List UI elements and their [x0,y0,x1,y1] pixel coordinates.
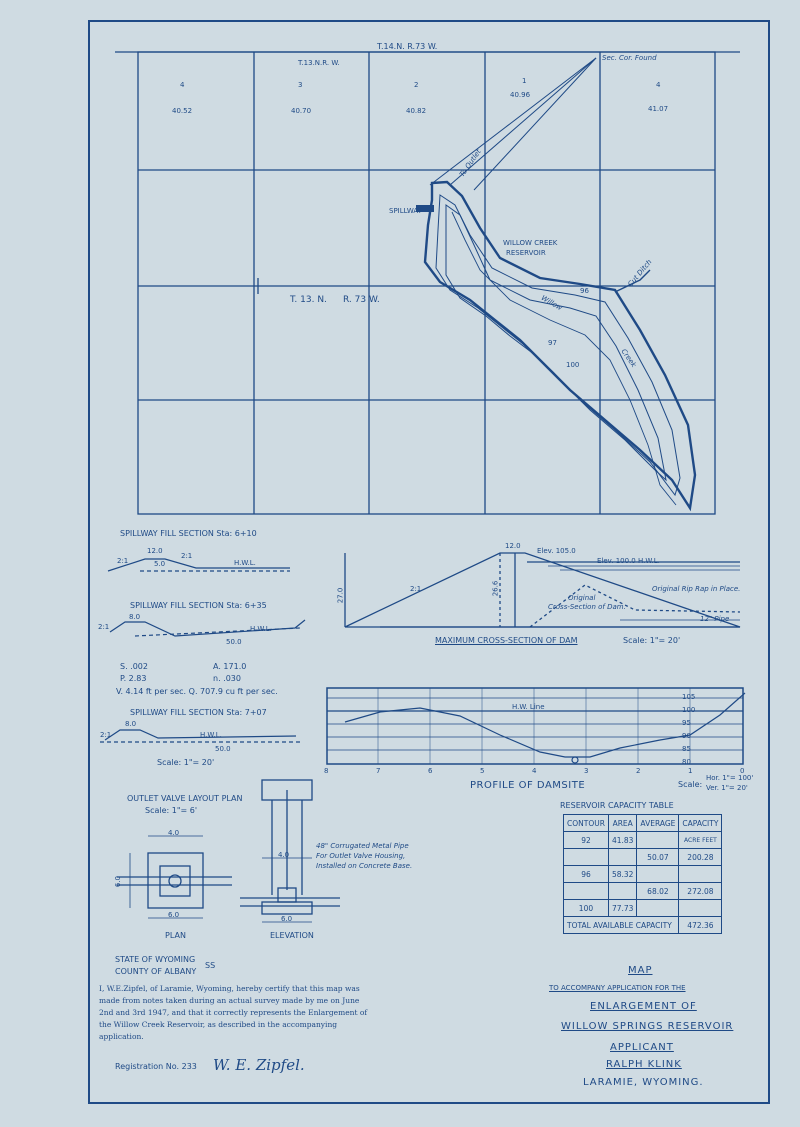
table-total-row [564,917,722,934]
valve-note: For Outlet Valve Housing, [316,852,406,860]
title-line-2: TO ACCOMPANY APPLICATION FOR THE [549,984,686,992]
table-header: CONTOUR [564,815,609,832]
spillway-1-title: SPILLWAY FILL SECTION Sta: 6+10 [120,529,257,538]
section-acres: 40.52 [172,107,193,115]
table-header-row [564,815,722,832]
table-cell [679,866,722,883]
table-cell: 68.02 [637,883,679,900]
spillway-section-2 [110,620,305,636]
range-label: R. 73 W. [343,295,380,305]
profile-title: PROFILE OF DAMSITE [470,780,586,791]
table-row [564,900,722,917]
reservoir-outline [425,182,695,508]
dam-riprap-note: Original Rip Rap in Place. [652,585,741,593]
spillway-3-top: 8.0 [125,720,137,728]
reservoir-label: RESERVOIR [506,249,546,257]
spillway-2-width: 50.0 [226,638,242,646]
table-header [679,815,722,832]
title-line-1: MAP [628,965,653,976]
cert-ss: SS [205,961,216,970]
valve-title: OUTLET VALVE LAYOUT PLAN [127,794,243,803]
corner-label: Sec. Cor. Found [602,54,657,62]
profile-x-tick: 5 [480,767,485,775]
dam-title: MAXIMUM CROSS-SECTION OF DAM [435,636,578,645]
table-cell: 41.83 [608,832,636,849]
valve-note: 48" Corrugated Metal Pipe [316,842,409,850]
valve-elevation [240,780,340,922]
title-line-5: APPLICANT [610,1042,674,1053]
valve-plan-bottom: 6.0 [168,911,180,919]
valve-note: Installed on Concrete Base. [316,862,413,870]
title-line-7: LARAMIE, WYOMING. [583,1077,704,1088]
reservoir-label: WILLOW CREEK [503,239,558,247]
spillway-1-slope: 2:1 [117,557,129,565]
contour-label: 97 [548,339,557,347]
section-acres: 40.82 [406,107,427,115]
profile-x-tick: 0 [740,767,745,775]
outlet-note: To Outlet [458,147,483,179]
total-label: TOTAL AVAILABLE CAPACITY [564,917,679,934]
hydraulic-value: A. 171.0 [213,662,247,671]
gate-label: Cut Ditch [626,258,654,289]
section-acres: 41.07 [648,105,669,113]
dam-original-note: Original [568,594,596,602]
table-cell [564,849,609,866]
dam-scale: Scale: 1"= 20' [623,636,681,645]
hydraulic-value: P. 2.83 [120,674,147,683]
dam-original-note: Cross-Section of Dam. [548,603,626,611]
signature: W. E. Zipfel. [213,1056,305,1074]
table-header: CAPACITY [682,818,719,828]
table-cell: 200.28 [679,849,722,866]
profile-scale-hor: Hor. 1"= 100' [706,774,754,782]
spillway-1-depth: 5.0 [154,560,166,568]
section-acres: 40.96 [510,91,531,99]
valve-elev-label: ELEVATION [270,931,314,940]
profile-scale-label: Scale: [678,780,703,789]
profile-x-tick: 3 [584,767,589,775]
section-number: 3 [298,81,303,89]
dam-slope: 2:1 [410,585,422,593]
valve-scale: Scale: 1"= 6' [145,806,198,815]
cert-text: I, W.E.Zipfel, of Laramie, Wyoming, hereby certify that this map was made from notes taken during an actual survey made by me on June 2nd and 3rd 1947, and that it correctly represents the Enlargement of the Willow Creek Reservoir, as described in the accompanying application. [99,984,368,1041]
valve-plan-label: PLAN [165,931,186,940]
spillway-3-width: 50.0 [215,745,231,753]
cert-county: COUNTY OF ALBANY [115,967,197,976]
dam-height: 27.0 [336,587,345,604]
valve-plan-side: 6.0 [114,875,123,888]
spillway-3-slope: 2:1 [100,731,112,739]
upper-township-label: T.13.N.R. W. [298,59,340,67]
table-cell [637,900,679,917]
profile-x-tick: 1 [688,767,693,775]
valve-elev-mid: 4.0 [278,851,290,859]
table-header: AREA [608,815,636,832]
section-grid [115,52,740,514]
title-line-4: WILLOW SPRINGS RESERVOIR [561,1021,734,1032]
capacity-table [563,814,722,934]
table-cell: 77.73 [608,900,636,917]
dam-pipe-note: 12" Pipe [700,615,730,623]
spillway-2-title: SPILLWAY FILL SECTION Sta: 6+35 [130,601,267,610]
spillway-2-hwl: H.W.L. [250,625,272,633]
spillway-scale: Scale: 1"= 20' [157,758,215,767]
title-line-6: RALPH KLINK [606,1059,682,1070]
profile-y-tick: 80 [682,758,691,766]
table-row [564,849,722,866]
creek-label: Creek [619,347,638,369]
section-number: 2 [414,81,419,89]
cert-state: STATE OF WYOMING [115,955,196,964]
table-cell [637,832,679,849]
table-unit: ACRE FEET [679,832,722,849]
profile-x-tick: 7 [376,767,381,775]
capacity-table-title: RESERVOIR CAPACITY TABLE [560,801,674,810]
spillway-1-top: 12.0 [147,547,163,555]
table-cell [608,883,636,900]
total-value: 472.36 [679,917,722,934]
township-label: T. 13. N. [290,295,327,305]
section-number: 4 [656,81,661,89]
profile-y-tick: 90 [682,732,691,740]
creek-label: Willow [539,293,564,313]
spillway-label: SPILLWAY [389,207,422,215]
table-row [564,866,722,883]
valve-plan [114,836,232,918]
section-number: 4 [180,81,185,89]
profile-scale-ver: Ver. 1"= 20' [706,784,748,792]
profile-y-tick: 105 [682,693,696,701]
table-header: AVERAGE [637,815,679,832]
table-cell [679,900,722,917]
profile-x-tick: 4 [532,767,537,775]
profile-hwl-label: H.W. Line [512,703,545,711]
profile-y-tick: 85 [682,745,691,753]
section-acres: 40.70 [291,107,312,115]
profile-x-tick: 2 [636,767,641,775]
section-number: 1 [522,77,527,85]
spillway-3-title: SPILLWAY FILL SECTION Sta: 7+07 [130,708,267,717]
spillway-1-slope: 2:1 [181,552,193,560]
spillway-2-slope: 2:1 [98,623,110,631]
table-cell [637,866,679,883]
spillway-2-top: 8.0 [129,613,141,621]
table-cell: 92 [564,832,609,849]
table-cell: 100 [564,900,609,917]
table-cell: 58.32 [608,866,636,883]
table-cell: 272.08 [679,883,722,900]
dam-elevation: Elev. 105.0 [537,547,576,555]
hydraulic-value: V. 4.14 ft per sec. Q. 707.9 cu ft per sec. [116,687,278,696]
profile-x-tick: 8 [324,767,329,775]
spillway-section-1 [108,559,290,571]
top-township-label: T.14.N. R.73 W. [377,42,438,51]
table-cell [608,849,636,866]
table-row [564,883,722,900]
hydraulic-value: n. .030 [213,674,241,683]
profile-y-tick: 95 [682,719,691,727]
dam-top-width: 12.0 [505,542,521,550]
table-cell [564,883,609,900]
spillway-1-hwl: H.W.L. [234,559,256,567]
title-line-3: ENLARGEMENT OF [590,1001,697,1012]
dam-hwl: Elev. 100.0 H.W.L. [597,557,660,565]
dam-inner-height: 26.6 [491,580,500,597]
hydraulic-value: S. .002 [120,662,148,671]
profile-x-tick: 6 [428,767,433,775]
contour-label: 96 [580,287,589,295]
table-row [564,832,722,849]
profile-y-tick: 100 [682,706,696,714]
spillway-3-hwl: H.W.L. [200,731,222,739]
valve-plan-top: 4.0 [168,829,180,837]
valve-elev-bottom: 6.0 [281,915,293,923]
table-cell: 50.07 [637,849,679,866]
contour-label: 100 [566,361,580,369]
table-cell: 96 [564,866,609,883]
cert-registration: Registration No. 233 [115,1062,197,1071]
